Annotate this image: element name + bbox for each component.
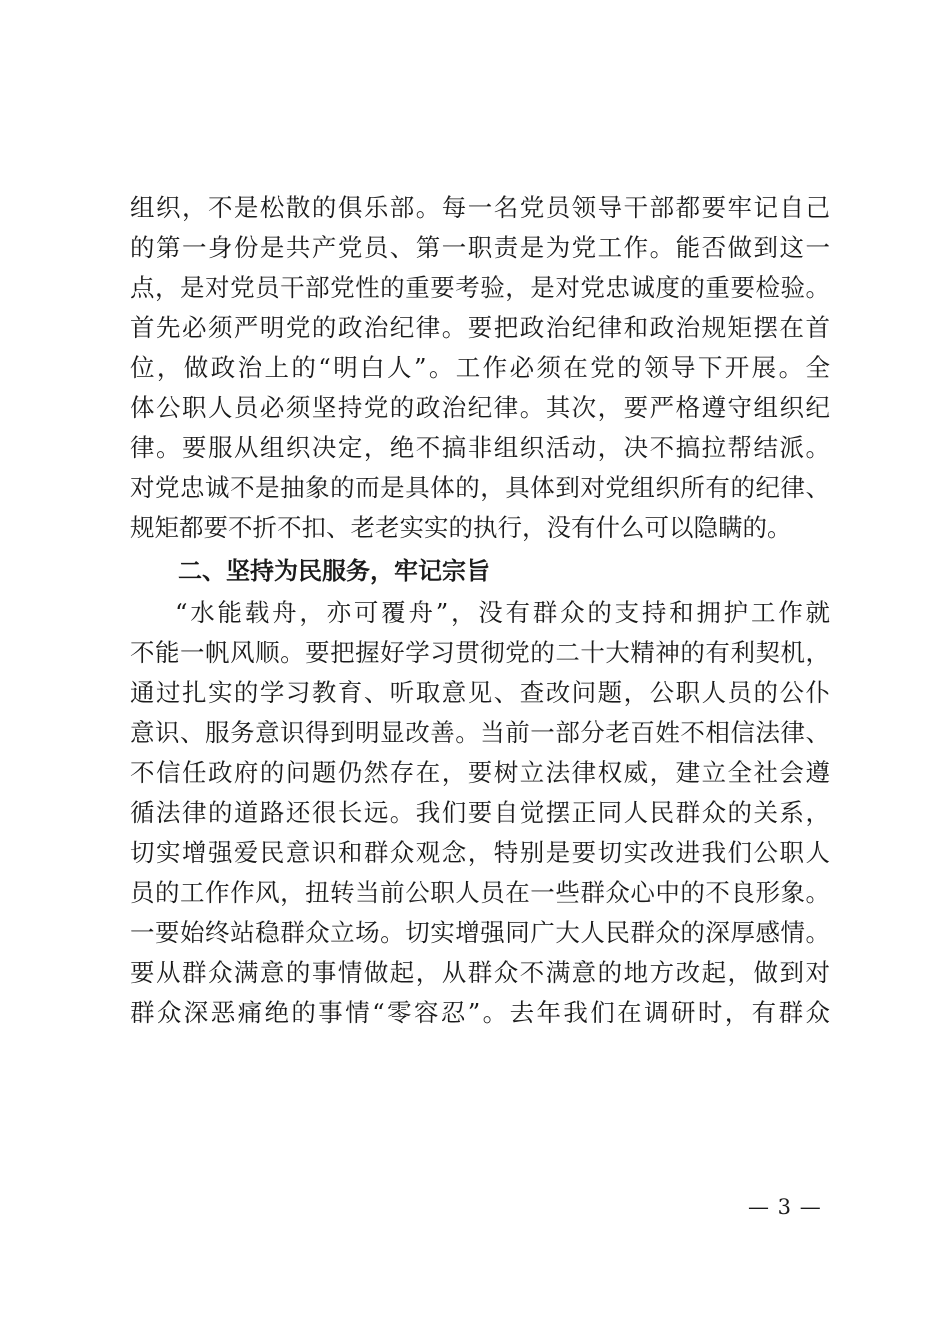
text-line: 群众深恶痛绝的事情“零容忍”。去年我们在调研时，有群众 bbox=[130, 998, 830, 1027]
text-line: 组织，不是松散的俱乐部。每一名党员领导干部都要牢记自己 bbox=[130, 193, 830, 222]
text-line: 一要始终站稳群众立场。切实增强同广大人民群众的深厚感情。 bbox=[130, 918, 830, 947]
text-line: 的第一身份是共产党员、第一职责是为党工作。能否做到这一 bbox=[130, 233, 830, 262]
text-line: 不信任政府的问题仍然存在，要树立法律权威，建立全社会遵 bbox=[130, 758, 830, 787]
text-line: 循法律的道路还很长远。我们要自觉摆正同人民群众的关系， bbox=[130, 798, 830, 827]
text-line: 对党忠诚不是抽象的而是具体的，具体到对党组织所有的纪律、 bbox=[130, 473, 830, 502]
text-line: 首先必须严明党的政治纪律。要把政治纪律和政治规矩摆在首 bbox=[130, 313, 830, 342]
text-line: 体公职人员必须坚持党的政治纪律。其次，要严格遵守组织纪 bbox=[130, 393, 830, 422]
text-line: 切实增强爱民意识和群众观念，特别是要切实改进我们公职人 bbox=[130, 838, 830, 867]
text-line: 位，做政治上的“明白人”。工作必须在党的领导下开展。全 bbox=[130, 353, 830, 382]
text-line: 点，是对党员干部党性的重要考验，是对党忠诚度的重要检验。 bbox=[130, 273, 830, 302]
section-heading: 二、坚持为民服务，牢记宗旨 bbox=[178, 557, 490, 585]
page-number: — 3 — bbox=[748, 1195, 822, 1219]
text-line: 规矩都要不折不扣、老老实实的执行，没有什么可以隐瞒的。 bbox=[130, 513, 792, 542]
paragraph-first-line: “水能载舟，亦可覆舟”，没有群众的支持和拥护工作就 bbox=[175, 598, 830, 627]
text-line: 意识、服务意识得到明显改善。当前一部分老百姓不相信法律、 bbox=[130, 718, 830, 747]
text-line: 不能一帆风顺。要把握好学习贯彻党的二十大精神的有利契机， bbox=[130, 638, 830, 667]
text-line: 员的工作作风，扭转当前公职人员在一些群众心中的不良形象。 bbox=[130, 878, 830, 907]
text-line: 要从群众满意的事情做起，从群众不满意的地方改起，做到对 bbox=[130, 958, 830, 987]
text-line: 律。要服从组织决定，绝不搞非组织活动，决不搞拉帮结派。 bbox=[130, 433, 830, 462]
text-line: 通过扎实的学习教育、听取意见、查改问题，公职人员的公仆 bbox=[130, 678, 830, 707]
